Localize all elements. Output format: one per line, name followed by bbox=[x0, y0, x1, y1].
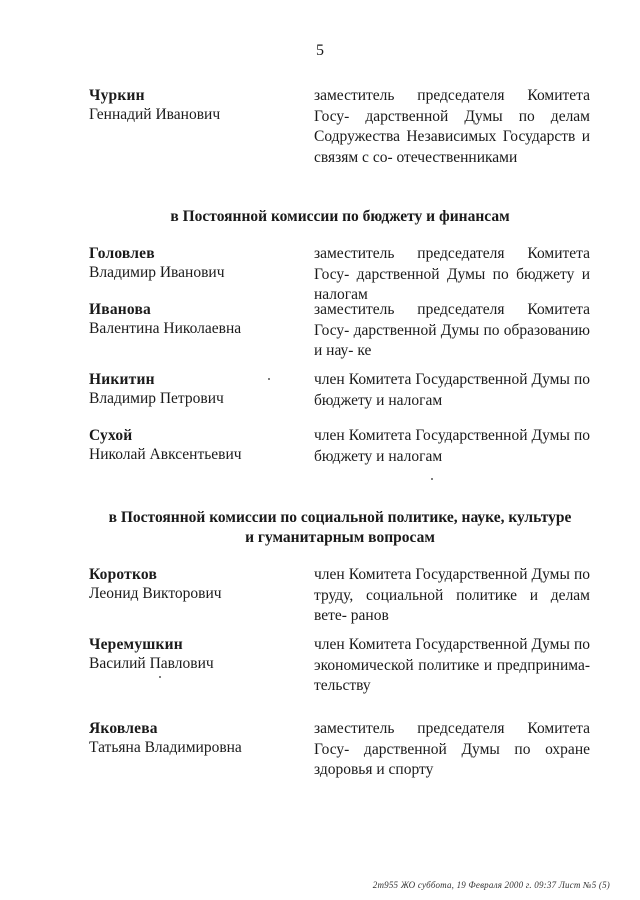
person-given-names: Леонид Викторович bbox=[89, 585, 222, 602]
person-position: заместитель председателя Комитета Госу- дарственной Думы по охране здоровья и спорту bbox=[314, 720, 590, 778]
page-number: 5 bbox=[316, 42, 324, 59]
person-position: член Комитета Государственной Думы по бюджету и налогам bbox=[314, 427, 590, 465]
person-surname: Головлев bbox=[89, 245, 155, 262]
person-surname: Чуркин bbox=[89, 87, 145, 104]
person-name-block bbox=[89, 370, 299, 408]
section-heading-social bbox=[90, 508, 590, 548]
person-position: заместитель председателя Комитета Госу- дарственной Думы по делам Содружества Независимых Государств и связям с со- отечественниками bbox=[314, 87, 590, 166]
person-name-block bbox=[89, 719, 299, 757]
scan-speck bbox=[268, 378, 270, 380]
person-given-names: Татьяна Владимировна bbox=[89, 739, 242, 756]
person-given-names: Владимир Петрович bbox=[89, 390, 224, 407]
person-name-block bbox=[89, 565, 299, 603]
person-name-block bbox=[89, 86, 299, 124]
person-position: член Комитета Государственной Думы по труду, социальной политике и делам вете- ранов bbox=[314, 566, 590, 624]
person-name-block bbox=[89, 300, 299, 338]
person-surname: Коротков bbox=[89, 566, 158, 583]
person-surname: Черемушкин bbox=[89, 636, 183, 653]
person-given-names: Николай Авксентьевич bbox=[89, 446, 242, 463]
person-given-names: Владимир Иванович bbox=[89, 264, 225, 281]
scan-speck bbox=[159, 676, 161, 678]
person-surname: Сухой bbox=[89, 427, 133, 444]
person-surname: Иванова bbox=[89, 301, 151, 318]
person-name-block bbox=[89, 426, 299, 464]
section-heading-line: в Постоянной комиссии по социальной политике, науке, культуре bbox=[108, 509, 572, 526]
person-surname: Никитин bbox=[89, 371, 155, 388]
person-position: член Комитета Государственной Думы по бюджету и налогам bbox=[314, 371, 590, 409]
person-given-names: Геннадий Иванович bbox=[89, 106, 221, 123]
scan-speck bbox=[431, 478, 433, 480]
person-name-block bbox=[89, 244, 299, 282]
person-surname: Яковлева bbox=[89, 720, 158, 737]
person-given-names: Валентина Николаевна bbox=[89, 320, 242, 337]
person-name-block bbox=[89, 635, 299, 673]
section-heading-budget: в Постоянной комиссии по бюджету и финансам bbox=[170, 208, 510, 225]
fax-footer: 2m955 ЖО суббота, 19 Февраля 2000 г. 09:37 Лист №5 (5) bbox=[372, 880, 610, 890]
person-position: заместитель председателя Комитета Госу- дарственной Думы по образованию и нау- ке bbox=[314, 301, 590, 359]
section-heading-line: и гуманитарным вопросам bbox=[245, 529, 435, 546]
person-position: заместитель председателя Комитета Госу- дарственной Думы по бюджету и налогам bbox=[314, 245, 590, 303]
person-given-names: Василий Павлович bbox=[89, 655, 214, 672]
person-position: член Комитета Государственной Думы по экономической политике и предпринима- тельству bbox=[314, 636, 590, 694]
